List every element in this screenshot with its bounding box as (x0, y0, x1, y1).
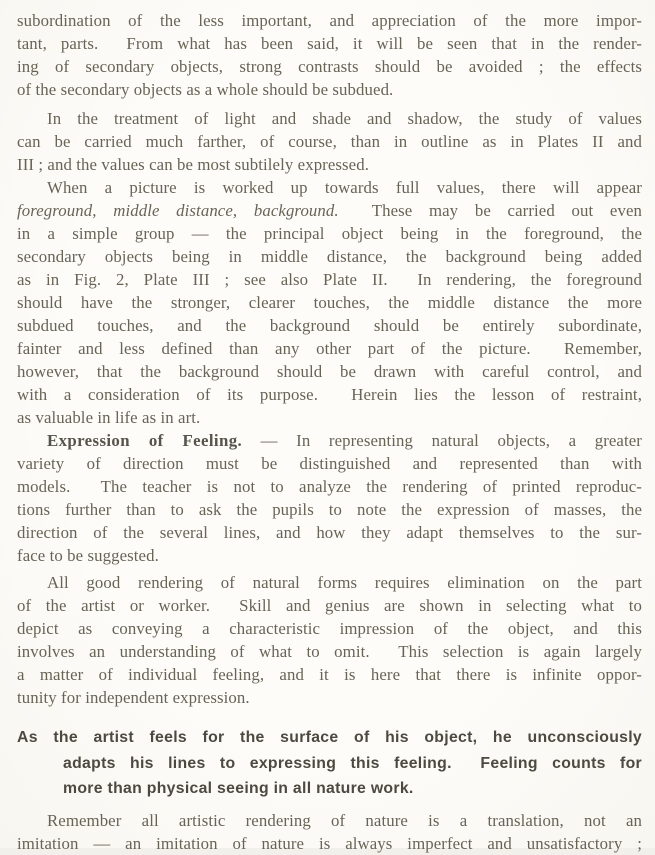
text-line (17, 452, 642, 475)
text-segment: however, that the background should be drawn with careful control, and (17, 362, 642, 381)
text-segment: depict as conveying a characteristic impression of the object, and this (17, 619, 642, 638)
text-segment: ing of secondary objects, strong contrasts should be avoided ; the effects (17, 57, 642, 76)
text-line (17, 571, 642, 594)
text-line (17, 832, 642, 855)
text-segment: These may be carried out even (338, 201, 642, 220)
text-segment: adapts his lines to expressing this feeling. Feeling counts for (63, 754, 642, 772)
text-segment: tant, parts. From what has been said, it will be seen that in the render- (17, 34, 642, 53)
text-segment: in a simple group — the principal object being in the foreground, the (17, 224, 642, 243)
text-line (17, 809, 642, 832)
text-line (17, 9, 642, 32)
text-segment: tions further than to ask the pupils to note the expression of masses, the (17, 500, 642, 519)
text-line (17, 640, 642, 663)
para-full-values (17, 176, 642, 429)
text-line (17, 268, 642, 291)
text-line (17, 153, 642, 176)
text-line (17, 222, 642, 245)
text-segment: direction of the several lines, and how they adapt themselves to the sur- (17, 523, 642, 542)
text-segment: a matter of individual feeling, and it is here that there is infinite oppor- (17, 665, 642, 684)
text-line (17, 383, 642, 406)
text-line (17, 314, 642, 337)
text-line (17, 725, 642, 751)
text-segment: should have the stronger, clearer touches, the middle distance the more (17, 293, 642, 312)
text-segment: As the artist feels for the surface of his object, he unconsciously (17, 729, 642, 746)
text-line (17, 130, 642, 153)
text-segment: face to be suggested. (17, 546, 159, 565)
text-line (17, 686, 642, 709)
para-feeling-maxim (17, 725, 642, 802)
text-segment: as valuable in life as in art. (17, 408, 201, 427)
text-segment: more than physical seeing in all nature work. (63, 780, 414, 797)
text-line (17, 78, 642, 101)
text-segment: fainter and less defined than any other part of the picture. Remember, (17, 339, 642, 358)
text-segment: imitation — an imitation of nature is always imperfect and unsatisfactory ; (17, 833, 642, 853)
text-segment: with a consideration of its purpose. Herein lies the lesson of restraint, (17, 385, 642, 404)
text-segment: — In representing natural objects, a greater (242, 431, 642, 450)
text-line (17, 360, 642, 383)
italic-phrase: foreground, middle distance, background. (17, 201, 339, 220)
text-segment: III ; and the values can be most subtilely expressed. (17, 155, 370, 174)
text-segment: as in Fig. 2, Plate III ; see also Plate II. In rendering, the foreground (17, 270, 642, 289)
text-line (17, 475, 642, 498)
text-segment: In the treatment of light and shade and shadow, the study of values (47, 109, 642, 128)
text-segment: subdued touches, and the background should be entirely subordinate, (17, 316, 642, 335)
text-line (17, 617, 642, 640)
text-line (17, 544, 642, 567)
text-segment: variety of direction must be distinguished and represented than with (17, 454, 642, 473)
text-line (17, 107, 642, 130)
text-segment: of the secondary objects as a whole should be subdued. (17, 80, 394, 99)
text-line (17, 55, 642, 78)
text-segment: tunity for independent expression. (17, 688, 250, 707)
bold-lead-in: Expression of Feeling. (47, 431, 243, 450)
text-line (17, 429, 642, 452)
text-line (17, 498, 642, 521)
text-segment: subordination of the less important, and appreciation of the more impor- (17, 11, 642, 30)
para-secondary-objects (17, 9, 642, 101)
para-light-and-shade (17, 107, 642, 176)
text-segment: involves an understanding of what to omit. This selection is again largely (17, 642, 642, 661)
text-line (17, 32, 642, 55)
text-line (17, 337, 642, 360)
text-segment: of the artist or worker. Skill and genius are shown in selecting what to (17, 596, 642, 615)
text-segment: models. The teacher is not to analyze the rendering of printed reproduc- (17, 477, 642, 496)
text-line (17, 199, 642, 222)
text-segment: Remember all artistic rendering of nature is a translation, not an (47, 810, 642, 830)
text-segment: can be carried much farther, of course, than in outline as in Plates II and (17, 132, 642, 151)
text-line (17, 521, 642, 544)
text-line (17, 406, 642, 429)
text-segment: When a picture is worked up towards full values, there will appear (47, 178, 642, 197)
para-elimination (17, 571, 642, 709)
text-line (17, 245, 642, 268)
text-segment: secondary objects being in middle distance, the background being added (17, 247, 642, 266)
text-line (17, 594, 642, 617)
text-line (17, 663, 642, 686)
text-line (17, 291, 642, 314)
text-line (17, 776, 642, 802)
text-line (17, 751, 642, 777)
text-line (17, 176, 642, 199)
para-expression-of-feeling (17, 429, 642, 567)
text-segment: All good rendering of natural forms requires elimination on the part (47, 573, 642, 592)
